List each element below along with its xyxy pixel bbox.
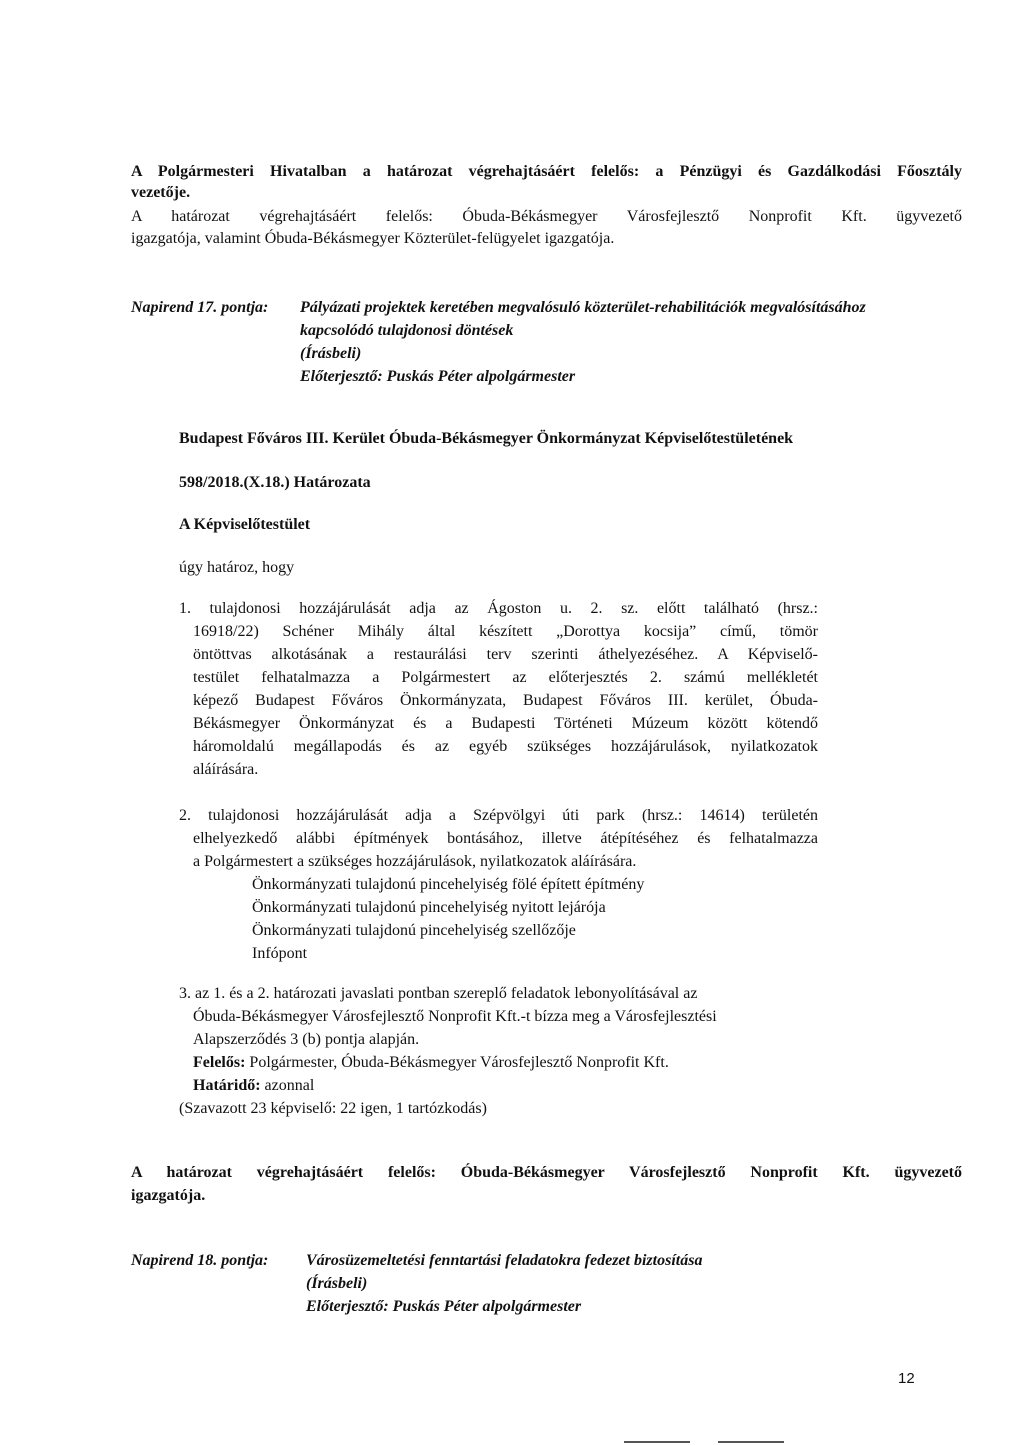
scan-artifact — [624, 1441, 690, 1443]
agenda-presenter: Előterjesztő: Puskás Péter alpolgármester — [306, 1298, 582, 1315]
list-item: Önkormányzati tulajdonú pincehelyiség szellőzője — [252, 922, 576, 939]
item-line: öntöttvas alkotásának a restaurálási terv szerinti áthelyezéséhez. A Képviselő- — [193, 646, 818, 663]
item-line: 2. tulajdonosi hozzájárulását adja a Szépvölgyi úti park (hrsz.: 14614) területén — [179, 807, 818, 824]
council-name: A Képviselőtestület — [179, 516, 311, 533]
item-line: elhelyezkedő alábbi építmények bontásához, illetve átépítéséhez és felhatalmazza — [193, 830, 818, 847]
decision-intro: úgy határoz, hogy — [179, 559, 295, 576]
page-number: 12 — [898, 1370, 915, 1387]
agenda-label: Napirend 18. pontja: — [131, 1252, 269, 1269]
item-line: képező Budapest Főváros Önkormányzata, Budapest Főváros III. kerület, Óbuda- — [193, 692, 818, 709]
item-line: Békásmegyer Önkormányzat és a Budapesti Történeti Múzeum között kötendő — [193, 715, 818, 732]
item-line: Óbuda-Békásmegyer Városfejlesztő Nonprofit Kft.-t bízza meg a Városfejlesztési — [193, 1008, 717, 1025]
vote-result: (Szavazott 23 képviselő: 22 igen, 1 tartózkodás) — [179, 1100, 487, 1117]
item-line: 3. az 1. és a 2. határozati javaslati pontban szereplő feladatok lebonyolításával az — [179, 985, 698, 1002]
deadline-line — [193, 1075, 314, 1096]
item-line: háromoldalú megállapodás és az egyéb szükséges hozzájárulások, nyilatkozatok — [193, 738, 818, 755]
scan-artifact — [718, 1441, 784, 1443]
responsible-line — [193, 1052, 669, 1073]
agenda-type: (Írásbeli) — [300, 345, 362, 362]
list-item: Önkormányzati tulajdonú pincehelyiség fölé épített építmény — [252, 876, 645, 893]
item-line: 16918/22) Schéner Mihály által készített „Dorottya kocsija” című, tömör — [193, 623, 818, 640]
resolution-body: Budapest Főváros III. Kerület Óbuda-Békásmegyer Önkormányzat Képviselőtestületének — [179, 430, 794, 447]
responsibility-line: A határozat végrehajtásáért felelős: Óbuda-Békásmegyer Városfejlesztő Nonprofit Kft. ügyvezető — [131, 1164, 962, 1181]
list-item: Infópont — [252, 945, 308, 962]
responsibility-line: igazgatója, valamint Óbuda-Békásmegyer Közterület-felügyelet igazgatója. — [131, 230, 615, 247]
item-line: a Polgármestert a szükséges hozzájárulások, nyilatkozatok aláírására. — [193, 853, 637, 870]
agenda-title: Városüzemeltetési fenntartási feladatokra fedezet biztosítása — [306, 1252, 703, 1269]
deadline-value: azonnal — [260, 1077, 315, 1094]
item-line: testület felhatalmazza a Polgármestert az előterjesztés 2. számú mellékletét — [193, 669, 818, 686]
responsible-value: Polgármester, Óbuda-Békásmegyer Városfejlesztő Nonprofit Kft. — [245, 1054, 669, 1071]
responsibility-line: A határozat végrehajtásáért felelős: Óbuda-Békásmegyer Városfejlesztő Nonprofit Kft. ügyvezető — [131, 208, 962, 225]
resolution-number: 598/2018.(X.18.) Határozata — [179, 474, 371, 491]
item-line: 1. tulajdonosi hozzájárulását adja az Ágoston u. 2. sz. előtt található (hrsz.: — [179, 600, 818, 617]
responsibility-line: A Polgármesteri Hivatalban a határozat végrehajtásáért felelős: a Pénzügyi és Gazdálkodási Főosztály — [131, 163, 962, 180]
agenda-type: (Írásbeli) — [306, 1275, 368, 1292]
agenda-title: kapcsolódó tulajdonosi döntések — [300, 322, 514, 339]
agenda-label: Napirend 17. pontja: — [131, 299, 269, 316]
agenda-presenter: Előterjesztő: Puskás Péter alpolgármester — [300, 368, 576, 385]
agenda-title: Pályázati projektek keretében megvalósuló közterület-rehabilitációk megvalósításához — [300, 299, 866, 316]
responsibility-line: vezetője. — [131, 184, 191, 201]
deadline-label: Határidő: — [193, 1077, 261, 1094]
responsibility-line: igazgatója. — [131, 1187, 206, 1204]
item-line: aláírására. — [193, 761, 259, 778]
list-item: Önkormányzati tulajdonú pincehelyiség nyitott lejárója — [252, 899, 606, 916]
item-line: Alapszerződés 3 (b) pontja alapján. — [193, 1031, 420, 1048]
responsible-label: Felelős: — [193, 1054, 246, 1071]
